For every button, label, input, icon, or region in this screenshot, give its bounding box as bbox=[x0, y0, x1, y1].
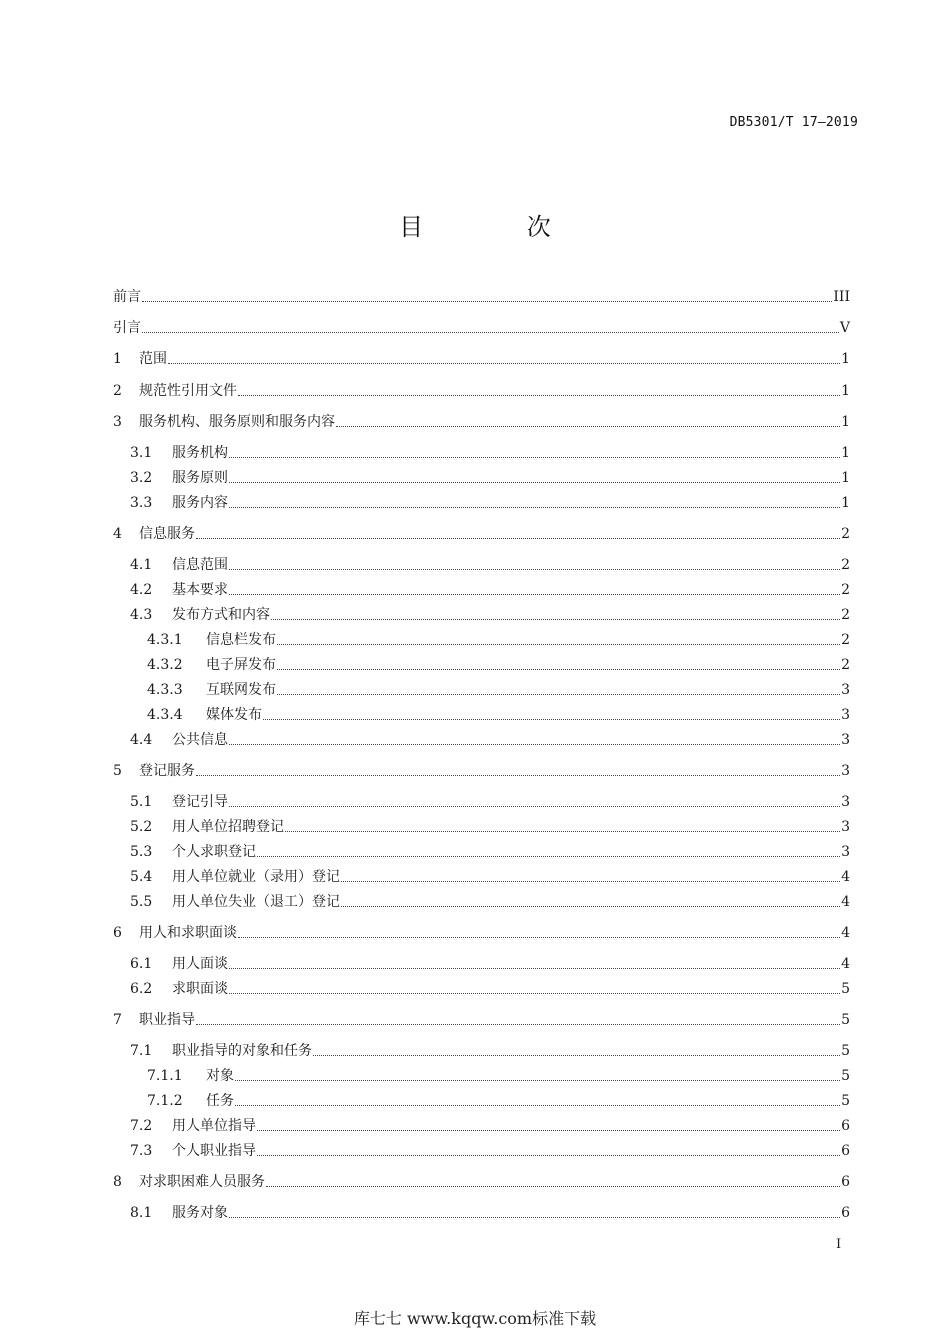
dot-leader bbox=[142, 331, 839, 333]
toc-entry-page: 1 bbox=[841, 495, 850, 511]
toc-entry-number: 6.1 bbox=[130, 956, 153, 972]
dot-leader bbox=[263, 718, 840, 720]
toc-entry-page: 2 bbox=[841, 657, 850, 673]
toc-entry[interactable] bbox=[113, 979, 850, 999]
toc-entry-number: 3.1 bbox=[130, 445, 153, 461]
dot-leader bbox=[229, 743, 840, 745]
site-watermark: 库七七 www.kqqw.com标准下载 bbox=[353, 1309, 597, 1328]
toc-entry-page: 5 bbox=[841, 1093, 850, 1109]
toc-entry[interactable] bbox=[113, 1172, 850, 1192]
toc-entry-label: 登记引导 bbox=[172, 794, 228, 810]
toc-entry-number: 5.5 bbox=[130, 894, 153, 910]
toc-entry[interactable] bbox=[113, 1116, 850, 1136]
toc-entry-number: 6 bbox=[113, 925, 122, 941]
toc-entry-number: 8 bbox=[113, 1174, 122, 1190]
toc-entry-number: 4.2 bbox=[130, 582, 153, 598]
toc-entry-number: 1 bbox=[113, 351, 122, 367]
toc-entry[interactable] bbox=[113, 1010, 850, 1030]
dot-leader bbox=[229, 481, 840, 483]
dot-leader bbox=[341, 905, 840, 907]
toc-entry[interactable] bbox=[113, 761, 850, 781]
dot-leader bbox=[142, 300, 832, 302]
toc-entry-label: 用人面谈 bbox=[172, 956, 228, 972]
toc-entry-label: 对求职困难人员服务 bbox=[139, 1174, 265, 1190]
toc-entry[interactable] bbox=[113, 655, 850, 675]
toc-entry-label: 媒体发布 bbox=[206, 707, 262, 723]
toc-entry[interactable] bbox=[113, 443, 850, 463]
toc-entry-label: 服务内容 bbox=[172, 495, 228, 511]
toc-entry-label: 引言 bbox=[113, 320, 141, 336]
toc-entry-page: 3 bbox=[841, 763, 850, 779]
toc-entry-number: 4.4 bbox=[130, 732, 153, 748]
toc-entry-number: 7 bbox=[113, 1012, 122, 1028]
toc-entry-page: 3 bbox=[841, 794, 850, 810]
dot-leader bbox=[257, 1154, 840, 1156]
dot-leader bbox=[277, 693, 840, 695]
toc-entry-number: 4.3.3 bbox=[147, 682, 183, 698]
toc-entry-label: 前言 bbox=[113, 289, 141, 305]
toc-entry[interactable] bbox=[113, 524, 850, 544]
toc-entry-label: 职业指导 bbox=[139, 1012, 195, 1028]
dot-leader bbox=[336, 425, 840, 427]
toc-entry[interactable] bbox=[113, 349, 850, 369]
toc-entry-page: 6 bbox=[841, 1143, 850, 1159]
dot-leader bbox=[238, 394, 840, 396]
toc-entry-page: 6 bbox=[841, 1118, 850, 1134]
toc-entry-number: 8.1 bbox=[130, 1205, 153, 1221]
toc-entry-label: 信息服务 bbox=[139, 526, 195, 542]
toc-entry-number: 5.3 bbox=[130, 844, 153, 860]
page-number: I bbox=[836, 1237, 842, 1252]
toc-entry-page: 4 bbox=[841, 956, 850, 972]
toc-entry-page: 6 bbox=[841, 1205, 850, 1221]
dot-leader bbox=[168, 362, 840, 364]
toc-entry-page: 3 bbox=[841, 844, 850, 860]
toc-entry[interactable] bbox=[113, 381, 850, 401]
document-code: DB5301/T 17—2019 bbox=[729, 115, 858, 130]
dot-leader bbox=[257, 1129, 840, 1131]
toc-entry-label: 互联网发布 bbox=[206, 682, 276, 698]
toc-entry-number: 4 bbox=[113, 526, 122, 542]
toc-entry[interactable] bbox=[113, 705, 850, 725]
toc-entry-number: 7.1.2 bbox=[147, 1093, 183, 1109]
toc-entry-page: 4 bbox=[841, 869, 850, 885]
toc-entry-page: 3 bbox=[841, 707, 850, 723]
toc-entry-page: 4 bbox=[841, 894, 850, 910]
toc-entry[interactable] bbox=[113, 817, 850, 837]
toc-entry-label: 登记服务 bbox=[139, 763, 195, 779]
dot-leader bbox=[266, 1185, 840, 1187]
toc-entry-number: 4.1 bbox=[130, 557, 153, 573]
toc-entry-label: 发布方式和内容 bbox=[172, 607, 270, 623]
toc-entry-number: 7.2 bbox=[130, 1118, 153, 1134]
toc-entry-label: 基本要求 bbox=[172, 582, 228, 598]
toc-entry-page: 5 bbox=[841, 981, 850, 997]
dot-leader bbox=[196, 537, 840, 539]
dot-leader bbox=[313, 1054, 840, 1056]
toc-entry-page: 1 bbox=[841, 351, 850, 367]
dot-leader bbox=[229, 967, 840, 969]
toc-entry-label: 信息范围 bbox=[172, 557, 228, 573]
toc-entry-page: V bbox=[839, 320, 850, 336]
dot-leader bbox=[196, 774, 840, 776]
dot-leader bbox=[238, 936, 840, 938]
dot-leader bbox=[277, 668, 840, 670]
toc-entry[interactable] bbox=[113, 1091, 850, 1111]
table-of-contents bbox=[113, 0, 850, 1260]
toc-entry-label: 规范性引用文件 bbox=[139, 383, 237, 399]
toc-entry-page: 2 bbox=[841, 557, 850, 573]
toc-entry-page: 4 bbox=[841, 925, 850, 941]
toc-entry-number: 7.1 bbox=[130, 1043, 153, 1059]
toc-entry-label: 用人和求职面谈 bbox=[139, 925, 237, 941]
toc-title: 目 次 bbox=[399, 213, 599, 241]
dot-leader bbox=[229, 1216, 840, 1218]
dot-leader bbox=[229, 805, 840, 807]
dot-leader bbox=[229, 456, 840, 458]
toc-entry-label: 用人单位指导 bbox=[172, 1118, 256, 1134]
toc-entry[interactable] bbox=[113, 468, 850, 488]
toc-entry-page: III bbox=[833, 289, 850, 305]
toc-entry[interactable] bbox=[113, 730, 850, 750]
toc-entry-page: 1 bbox=[841, 414, 850, 430]
toc-entry[interactable] bbox=[113, 580, 850, 600]
toc-entry[interactable] bbox=[113, 923, 850, 943]
toc-entry-page: 2 bbox=[841, 526, 850, 542]
dot-leader bbox=[229, 992, 840, 994]
toc-entry-label: 范围 bbox=[139, 351, 167, 367]
toc-entry-number: 3 bbox=[113, 414, 122, 430]
toc-entry-label: 服务机构、服务原则和服务内容 bbox=[139, 414, 335, 430]
toc-entry-label: 个人职业指导 bbox=[172, 1143, 256, 1159]
toc-entry[interactable] bbox=[113, 287, 850, 307]
toc-entry-page: 2 bbox=[841, 582, 850, 598]
dot-leader bbox=[271, 618, 840, 620]
dot-leader bbox=[235, 1079, 840, 1081]
toc-entry[interactable] bbox=[113, 412, 850, 432]
toc-entry[interactable] bbox=[113, 792, 850, 812]
toc-entry[interactable] bbox=[113, 555, 850, 575]
toc-entry-number: 5 bbox=[113, 763, 122, 779]
dot-leader bbox=[341, 880, 840, 882]
toc-entry-page: 2 bbox=[841, 632, 850, 648]
toc-entry[interactable] bbox=[113, 842, 850, 862]
dot-leader bbox=[229, 593, 840, 595]
toc-entry-page: 5 bbox=[841, 1043, 850, 1059]
dot-leader bbox=[229, 568, 840, 570]
toc-entry-label: 求职面谈 bbox=[172, 981, 228, 997]
toc-entry-page: 6 bbox=[841, 1174, 850, 1190]
toc-entry[interactable] bbox=[113, 605, 850, 625]
toc-entry-label: 公共信息 bbox=[172, 732, 228, 748]
toc-entry-number: 6.2 bbox=[130, 981, 153, 997]
toc-entry[interactable] bbox=[113, 1141, 850, 1161]
toc-entry-page: 3 bbox=[841, 682, 850, 698]
toc-entry-number: 4.3.2 bbox=[147, 657, 183, 673]
toc-entry-label: 服务机构 bbox=[172, 445, 228, 461]
toc-entry[interactable] bbox=[113, 318, 850, 338]
toc-entry-number: 7.3 bbox=[130, 1143, 153, 1159]
toc-entry-page: 3 bbox=[841, 732, 850, 748]
toc-entry[interactable] bbox=[113, 630, 850, 650]
toc-entry-label: 信息栏发布 bbox=[206, 632, 276, 648]
toc-entry-number: 4.3 bbox=[130, 607, 153, 623]
toc-entry-label: 服务原则 bbox=[172, 470, 228, 486]
toc-entry[interactable] bbox=[113, 867, 850, 887]
toc-entry[interactable] bbox=[113, 892, 850, 912]
toc-entry-page: 5 bbox=[841, 1068, 850, 1084]
toc-entry[interactable] bbox=[113, 1066, 850, 1086]
toc-entry-page: 5 bbox=[841, 1012, 850, 1028]
toc-entry-number: 3.2 bbox=[130, 470, 153, 486]
toc-entry[interactable] bbox=[113, 1041, 850, 1061]
toc-entry-label: 对象 bbox=[206, 1068, 234, 1084]
toc-entry-page: 2 bbox=[841, 607, 850, 623]
toc-entry-number: 4.3.4 bbox=[147, 707, 183, 723]
toc-entry-label: 用人单位就业（录用）登记 bbox=[172, 869, 340, 885]
toc-entry-page: 3 bbox=[841, 819, 850, 835]
dot-leader bbox=[229, 506, 840, 508]
dot-leader bbox=[257, 855, 840, 857]
toc-entry[interactable] bbox=[113, 680, 850, 700]
dot-leader bbox=[285, 830, 840, 832]
toc-entry-number: 4.3.1 bbox=[147, 632, 183, 648]
toc-entry-page: 1 bbox=[841, 445, 850, 461]
toc-entry-label: 电子屏发布 bbox=[206, 657, 276, 673]
toc-entry[interactable] bbox=[113, 493, 850, 513]
toc-entry-page: 1 bbox=[841, 383, 850, 399]
toc-entry-label: 职业指导的对象和任务 bbox=[172, 1043, 312, 1059]
toc-entry-number: 3.3 bbox=[130, 495, 153, 511]
dot-leader bbox=[196, 1023, 840, 1025]
toc-entry-label: 用人单位失业（退工）登记 bbox=[172, 894, 340, 910]
toc-entry-number: 5.1 bbox=[130, 794, 153, 810]
toc-entry-number: 7.1.1 bbox=[147, 1068, 183, 1084]
toc-entry-label: 服务对象 bbox=[172, 1205, 228, 1221]
dot-leader bbox=[235, 1104, 840, 1106]
toc-entry[interactable] bbox=[113, 954, 850, 974]
toc-entry-label: 任务 bbox=[206, 1093, 234, 1109]
toc-entry-number: 2 bbox=[113, 383, 122, 399]
toc-entry-number: 5.4 bbox=[130, 869, 153, 885]
toc-entry-page: 1 bbox=[841, 470, 850, 486]
toc-entry-label: 用人单位招聘登记 bbox=[172, 819, 284, 835]
dot-leader bbox=[277, 643, 840, 645]
toc-entry-number: 5.2 bbox=[130, 819, 153, 835]
toc-entry[interactable] bbox=[113, 1203, 850, 1223]
toc-entry-label: 个人求职登记 bbox=[172, 844, 256, 860]
